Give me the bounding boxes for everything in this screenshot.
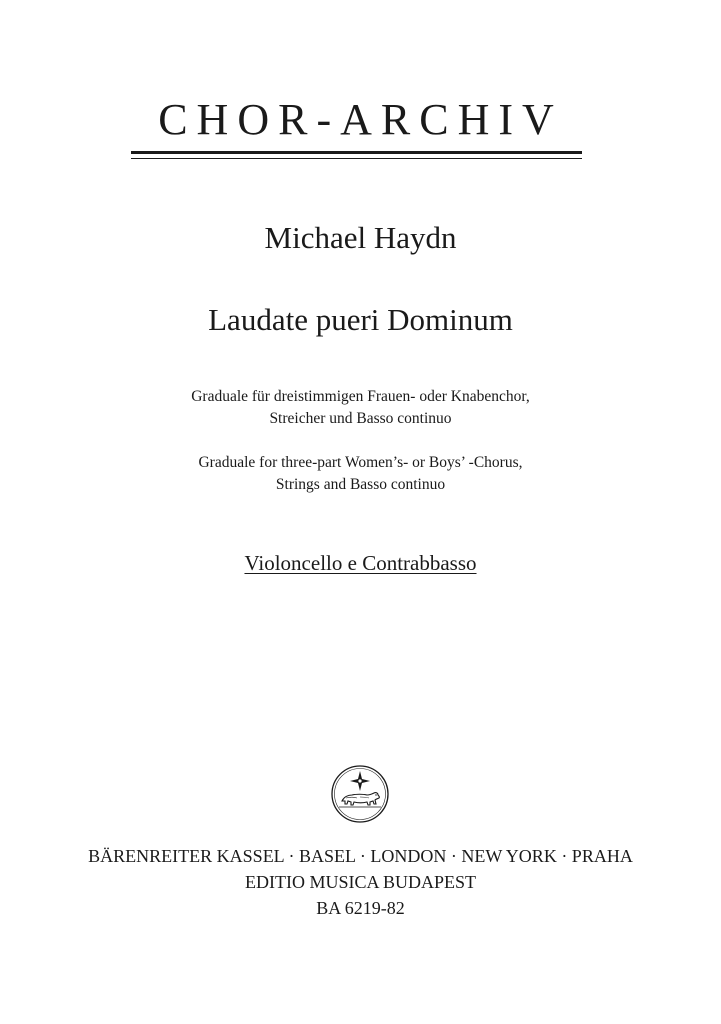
baerenreiter-bear-star-icon [330, 764, 390, 824]
instrument-part-label [0, 549, 721, 577]
publisher-cities: BÄRENREITER KASSEL · BASEL · LONDON · NEW YORK · PRAHA [88, 846, 633, 866]
subtitle-english-line-2: Strings and Basso continuo [275, 476, 446, 493]
header-rule-thin [131, 158, 582, 159]
header-rule-thick [131, 151, 582, 154]
series-title: CHOR-ARCHIV [158, 95, 563, 144]
subtitle-english-line-1: Graduale for three-part Women’s- or Boys’ -Chorus, [198, 454, 523, 471]
catalog-number: BA 6219-82 [316, 898, 405, 918]
work-title: Laudate pueri Dominum [208, 302, 513, 337]
composer-name: Michael Haydn [264, 220, 457, 255]
subtitle-german-line-1: Graduale für dreistimmigen Frauen- oder Knabenchor, [191, 388, 530, 405]
subtitle-german-line-2: Streicher und Basso continuo [269, 410, 452, 427]
instrument-part-text: Violoncello e Contrabbasso [244, 551, 477, 575]
co-publisher: EDITIO MUSICA BUDAPEST [244, 872, 476, 892]
